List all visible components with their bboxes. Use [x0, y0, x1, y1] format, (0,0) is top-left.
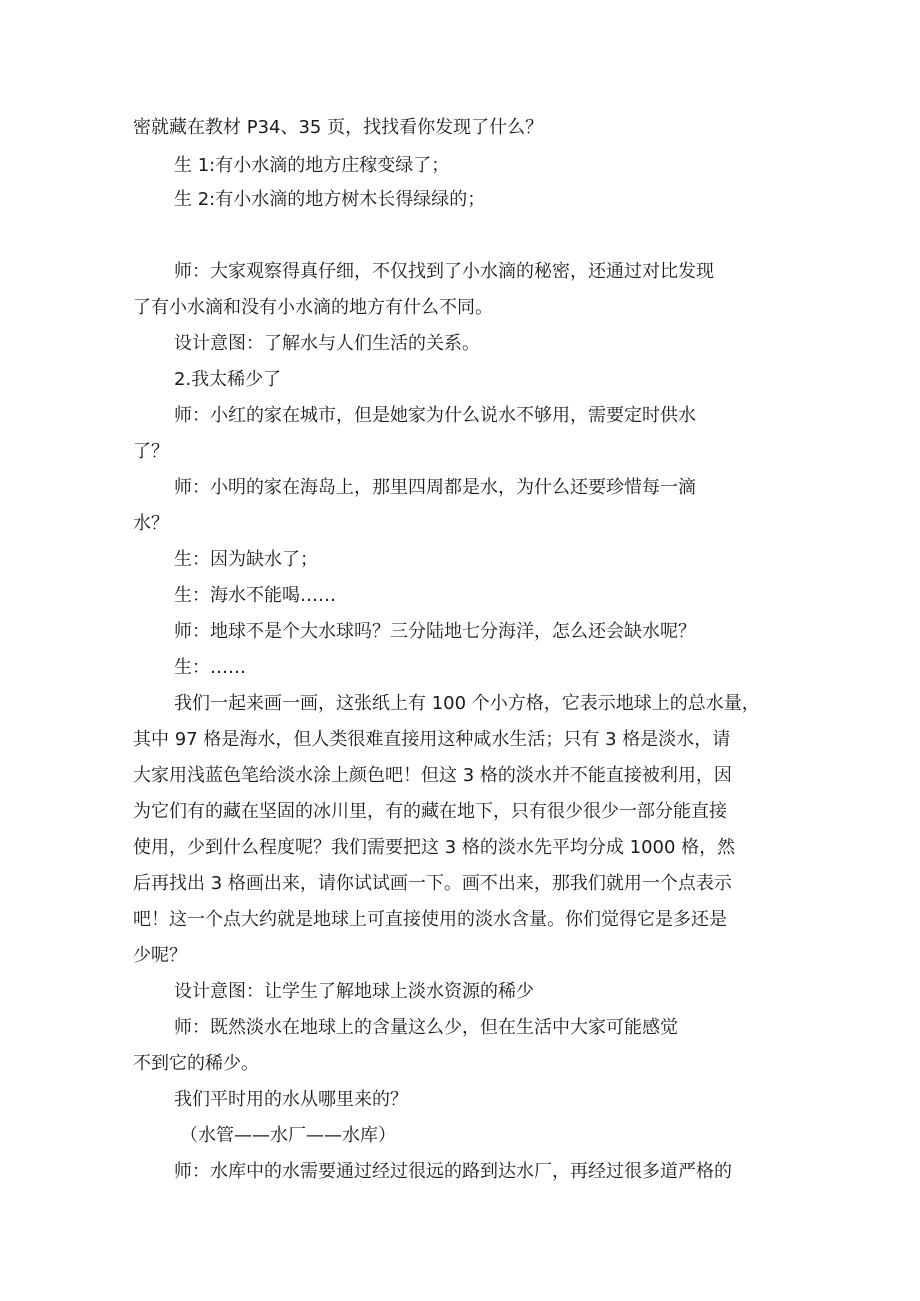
text-line: 其中 97 格是海水，但人类很难直接用这种咸水生活；只有 3 格是淡水，请	[133, 729, 731, 750]
text-line: 师：小红的家在城市，但是她家为什么说水不够用，需要定时供水	[174, 405, 696, 426]
text-line: 生 1:有小水滴的地方庄稼变绿了；	[174, 155, 450, 176]
text-line: 不到它的稀少。	[133, 1053, 259, 1074]
text-line: 生：海水不能喝……	[174, 585, 336, 606]
text-line: 生 2:有小水滴的地方树木长得绿绿的；	[174, 189, 486, 210]
text-line: 了有小水滴和没有小水滴的地方有什么不同。	[133, 297, 493, 318]
text-line: 后再找出 3 格画出来，请你试试画一下。画不出来，那我们就用一个点表示	[133, 873, 732, 894]
text-line: 了？	[133, 441, 169, 462]
text-line: 水？	[133, 513, 169, 534]
text-line: 设计意图：了解水与人们生活的关系。	[174, 333, 480, 354]
text-line: 2.我太稀少了	[174, 369, 282, 390]
text-line: （水管——水厂——水库）	[180, 1125, 396, 1146]
text-line: 师：既然淡水在地球上的含量这么少，但在生活中大家可能感觉	[174, 1017, 678, 1038]
text-line: 师：地球不是个大水球吗？三分陆地七分海洋，怎么还会缺水呢？	[174, 621, 696, 642]
text-line: 密就藏在教材 P34、35 页，找找看你发现了什么？	[133, 117, 544, 138]
text-line: 少呢？	[133, 945, 187, 966]
text-line: 大家用浅蓝色笔给淡水涂上颜色吧！但这 3 格的淡水并不能直接被利用，因	[133, 765, 732, 786]
text-line: 师：大家观察得真仔细，不仅找到了小水滴的秘密，还通过对比发现	[174, 261, 714, 282]
text-line: 生：因为缺水了；	[174, 549, 318, 570]
text-line: 师：水库中的水需要通过经过很远的路到达水厂，再经过很多道严格的	[174, 1161, 732, 1182]
text-line: 我们一起来画一画，这张纸上有 100 个小方格，它表示地球上的总水量，	[174, 693, 760, 714]
text-line: 为它们有的藏在坚固的冰川里，有的藏在地下，只有很少很少一部分能直接	[133, 801, 727, 822]
text-line: 设计意图：让学生了解地球上淡水资源的稀少	[174, 981, 534, 1002]
text-line: 吧！这一个点大约就是地球上可直接使用的淡水含量。你们觉得它是多还是	[133, 909, 727, 930]
text-line: 生：……	[174, 657, 246, 678]
text-line: 使用，少到什么程度呢？我们需要把这 3 格的淡水先平均分成 1000 格，然	[133, 837, 736, 858]
text-line: 我们平时用的水从哪里来的？	[174, 1089, 408, 1110]
text-line: 师：小明的家在海岛上，那里四周都是水，为什么还要珍惜每一滴	[174, 477, 696, 498]
